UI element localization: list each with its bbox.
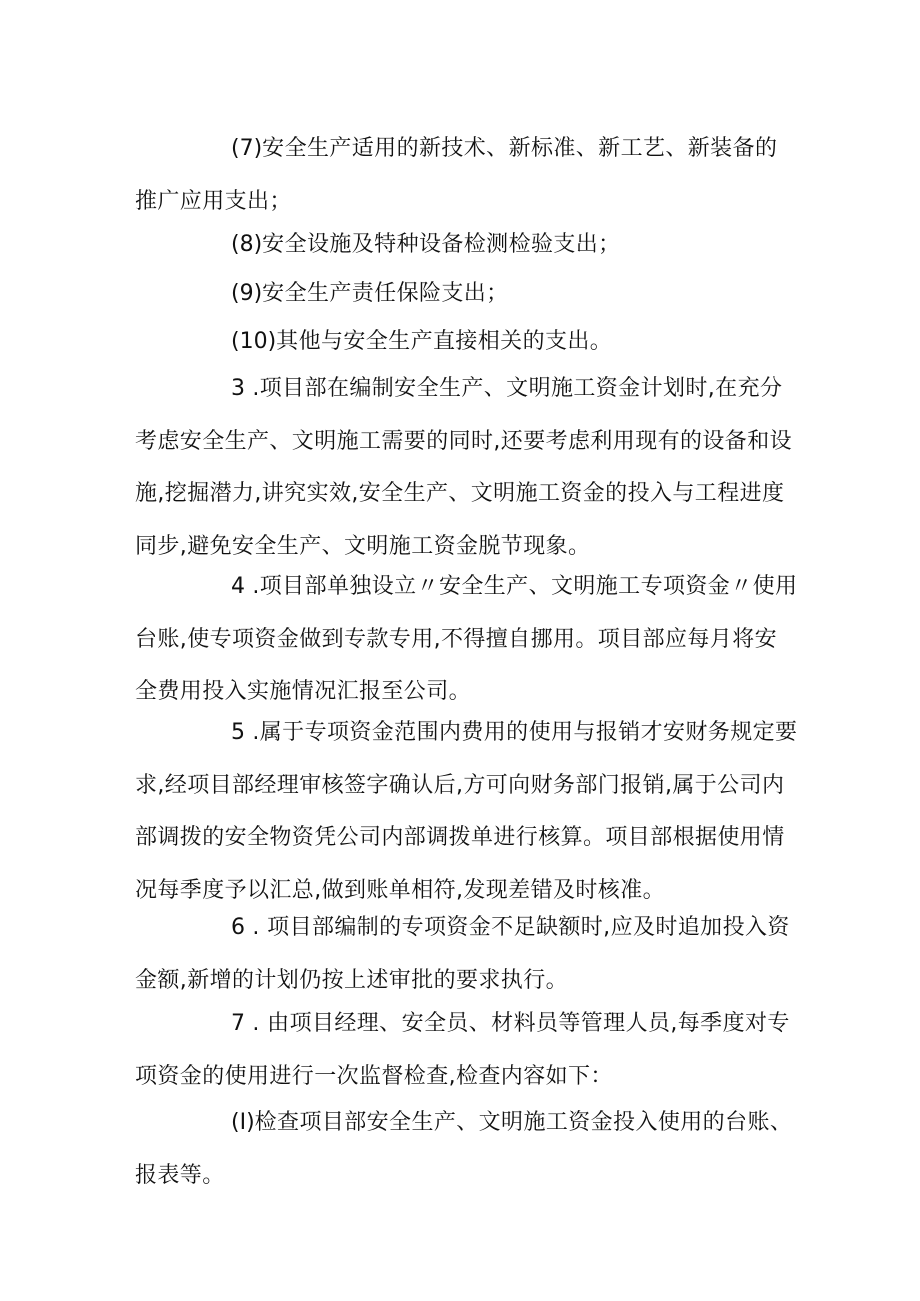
paragraph-text: 安全生产适用的新技术、新标准、新工艺、新装备的推广应用支出；	[135, 136, 778, 214]
section-number: 4	[231, 574, 245, 599]
paragraph-text: 其他与安全生产直接相关的支出。	[276, 329, 613, 354]
section-5-paragraph	[135, 707, 799, 917]
paragraph-item-9	[135, 268, 799, 321]
paragraph-item-7	[135, 123, 799, 228]
section-number: 5	[231, 720, 245, 745]
section-number: 3	[231, 376, 245, 401]
paragraph-item-10	[135, 316, 799, 369]
item-number: (7)	[231, 136, 263, 161]
section-6-paragraph	[135, 902, 799, 1007]
paragraph-text: . 项目部编制的专项资金不足缺额时,应及时追加投入资金额,新增的计划仍按上述审批的要求执行。	[135, 915, 790, 993]
section-3-paragraph	[135, 363, 799, 573]
item-number: (9)	[231, 281, 263, 306]
paragraph-text: .项目部在编制安全生产、文明施工资金计划时,在充分考虑安全生产、文明施工需要的同时,还要考虑利用现有的设备和设施,挖掘潜力,讲究实效,安全生产、文明施工资金的投入与工程进度同步,避免安全生产、文明施工资金脱节现象。	[135, 376, 792, 559]
paragraph-text: .项目部单独设立〃安全生产、文明施工专项资金〃使用台账,使专项资金做到专款专用,不得擅自挪用。项目部应每月将安全费用投入实施情况汇报至公司。	[135, 574, 798, 704]
paragraph-text: 检查项目部安全生产、文明施工资金投入使用的台账、报表等。	[135, 1110, 793, 1188]
paragraph-text: 安全设施及特种设备检测检验支出；	[262, 232, 621, 257]
item-number: (I)	[231, 1110, 255, 1135]
section-number: 7	[231, 1011, 245, 1036]
paragraph-text: 安全生产责任保险支出；	[262, 281, 509, 306]
paragraph-text: .属于专项资金范围内费用的使用与报销才安财务规定要求,经项目部经理审核签字确认后,方可向财务部门报销,属于公司内部调拨的安全物资凭公司内部调拨单进行核算。项目部根据使用情况每季度予以汇总,做到账单相符,发现差错及时核准。	[135, 720, 798, 903]
paragraph-text: . 由项目经理、安全员、材料员等管理人员,每季度对专项资金的使用进行一次监督检查,检查内容如下：	[135, 1011, 790, 1089]
item-number: (8)	[231, 232, 263, 257]
section-number: 6	[231, 915, 245, 940]
section-7-paragraph	[135, 998, 799, 1103]
item-number: (10)	[231, 329, 277, 354]
paragraph-item-8	[135, 219, 799, 272]
section-4-paragraph	[135, 561, 799, 719]
paragraph-item-i	[135, 1097, 799, 1202]
